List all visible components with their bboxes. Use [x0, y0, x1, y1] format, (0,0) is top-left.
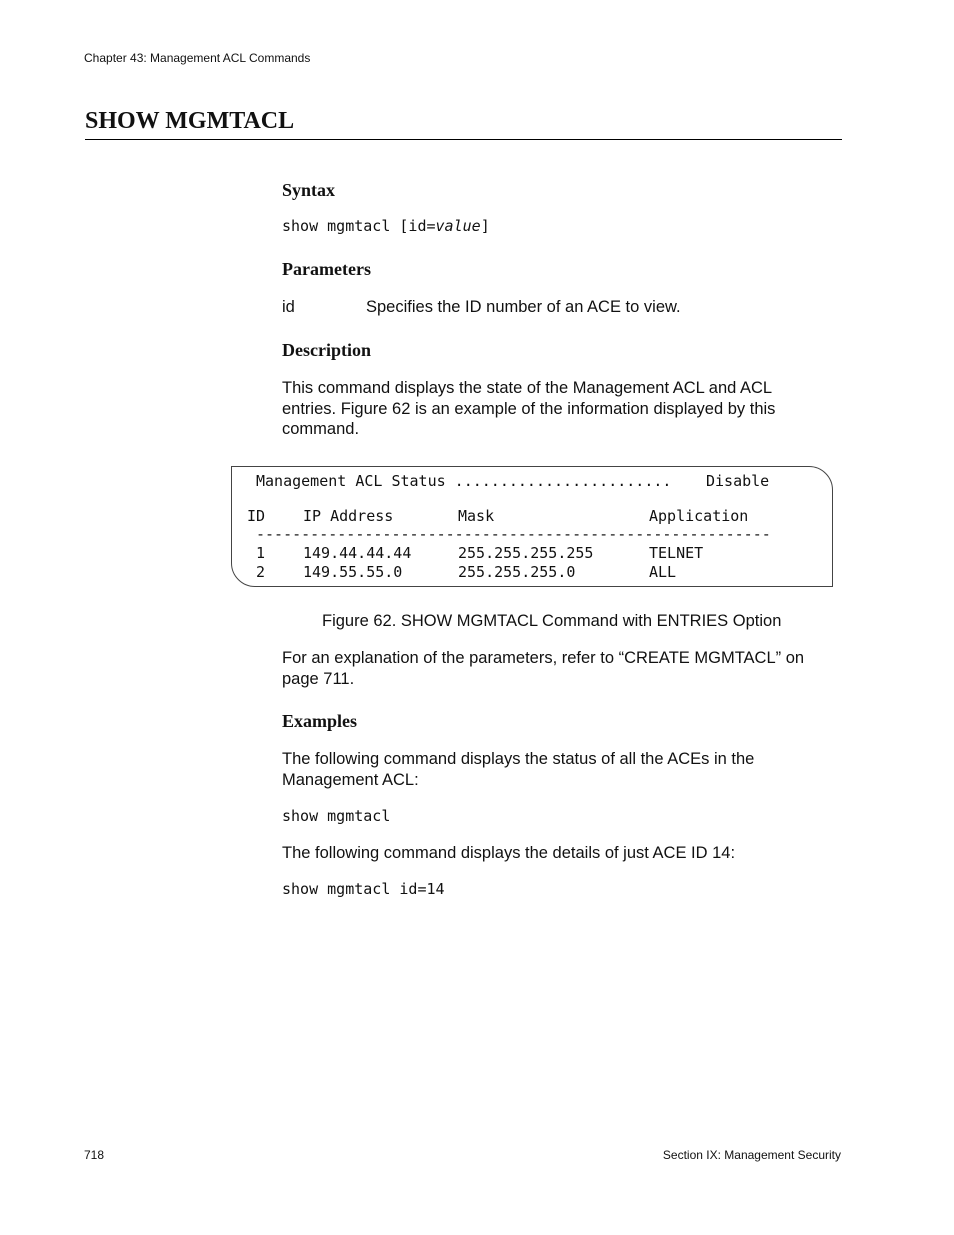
figure-col-ip: IP Address	[303, 507, 394, 525]
examples-heading: Examples	[282, 711, 358, 731]
figure-col-application: Application	[649, 507, 749, 525]
syntax-heading: Syntax	[282, 180, 336, 200]
figure-row-2-app: ALL	[649, 563, 677, 581]
figure-caption: Figure 62. SHOW MGMTACL Command with ENTRIES Option	[322, 612, 782, 630]
syntax-command-suffix: ]	[480, 217, 490, 235]
figure-row-1-id: 1	[256, 544, 266, 562]
explanation-text: For an explanation of the parameters, refer to “CREATE MGMTACL” on page 711.	[282, 649, 805, 688]
figure-col-mask: Mask	[458, 507, 495, 525]
example-2-command: show mgmtacl id=14	[282, 880, 445, 898]
figure-row-2-id: 2	[256, 563, 266, 581]
parameters-heading: Parameters	[282, 259, 371, 279]
example-2-intro: The following command displays the details of just ACE ID 14:	[282, 844, 736, 862]
syntax-command-arg: value	[435, 217, 481, 235]
description-text: This command displays the state of the Management ACL and ACL entries. Figure 62 is an example of the information displayed by this command.	[282, 379, 776, 438]
figure-col-id: ID	[247, 507, 266, 525]
description-heading: Description	[282, 340, 371, 360]
running-header: Chapter 43: Management ACL Commands	[84, 51, 311, 65]
figure-separator: ---------------------------------------------------------	[256, 525, 771, 543]
figure-row-1-mask: 255.255.255.255	[458, 544, 594, 562]
example-1-intro: The following command displays the status of all the ACEs in the Management ACL:	[282, 750, 755, 789]
parameter-description: Specifies the ID number of an ACE to view.	[366, 298, 681, 316]
syntax-command-prefix: show mgmtacl [id=	[282, 217, 436, 235]
page-title: SHOW MGMTACL	[85, 106, 842, 140]
figure-status-value: Disable	[706, 472, 770, 490]
figure-row-2-ip: 149.55.55.0	[303, 563, 403, 581]
example-1-command: show mgmtacl	[282, 807, 391, 825]
parameter-name: id	[282, 298, 295, 316]
figure-row-1-app: TELNET	[649, 544, 704, 562]
page-number: 718	[84, 1148, 105, 1162]
syntax-command	[282, 216, 490, 236]
section-footer: Section IX: Management Security	[662, 1148, 841, 1162]
figure-row-1-ip: 149.44.44.44	[303, 544, 412, 562]
figure-row-2-mask: 255.255.255.0	[458, 563, 576, 581]
figure-status-label: Management ACL Status ........................	[256, 472, 672, 490]
